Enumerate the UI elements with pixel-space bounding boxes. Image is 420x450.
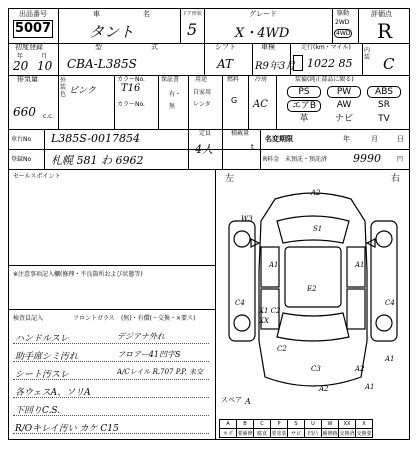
warranty-cell bbox=[159, 75, 189, 129]
spare-label: スペア bbox=[221, 396, 242, 404]
score-value: R bbox=[377, 19, 393, 43]
grade-label: グレード bbox=[249, 10, 277, 18]
ac-label: 冷房 bbox=[255, 76, 268, 83]
recycle-cell bbox=[261, 149, 409, 169]
damage-mark: A1 bbox=[365, 383, 375, 391]
legend-code: P bbox=[271, 420, 288, 429]
legend-code: S bbox=[288, 420, 305, 429]
left-side-label: 左 bbox=[225, 174, 235, 184]
expiry-month: 月 bbox=[371, 135, 378, 143]
reg-label: 初度登録 bbox=[15, 43, 43, 51]
expiry-cell bbox=[261, 129, 409, 149]
interior-cell bbox=[363, 43, 409, 75]
load-cell bbox=[223, 129, 261, 149]
inspector-divider bbox=[9, 309, 215, 310]
warranty-label: 保証書 bbox=[161, 76, 180, 83]
model-label: 型 bbox=[95, 43, 102, 51]
disp-cell bbox=[9, 75, 59, 129]
damage-mark: C3 bbox=[311, 365, 321, 373]
drive-cell bbox=[333, 9, 359, 43]
note-right: A/Cレイル R.707 P.P. 未交 bbox=[117, 368, 203, 376]
name-label: 名 bbox=[143, 10, 150, 18]
glass-label: フロントガラス bbox=[73, 315, 115, 322]
color-cell bbox=[59, 75, 115, 129]
damage-mark: S1 bbox=[313, 225, 323, 233]
plate-value: 札幌 581 わ 6962 bbox=[51, 154, 144, 167]
plate-row bbox=[9, 143, 409, 170]
door-count: 5 bbox=[187, 20, 198, 39]
mileage-box bbox=[293, 55, 303, 71]
usage-label: 用途 bbox=[195, 76, 208, 83]
recycle-label: R料金 bbox=[263, 156, 280, 163]
header-row bbox=[9, 9, 409, 44]
inspector-label: 検査員記入 bbox=[13, 315, 44, 322]
damage-mark: C4 bbox=[235, 299, 245, 307]
reg-year: 20 bbox=[13, 59, 29, 73]
damage-mark: A1 bbox=[269, 261, 279, 269]
damage-mark: A2 bbox=[319, 385, 329, 393]
damage-mark: XX bbox=[259, 317, 269, 325]
plate-value-cell bbox=[45, 149, 189, 169]
damage-legend bbox=[219, 419, 373, 438]
disp-label: 排気量 bbox=[17, 75, 38, 83]
note-left: 下回りC.S. bbox=[15, 406, 61, 416]
equip-airbag: エアB bbox=[287, 100, 321, 112]
recycle-status: 未預託・預託済 bbox=[285, 156, 328, 163]
style-label: 式 bbox=[151, 43, 158, 51]
equip-aw: AW bbox=[336, 100, 352, 110]
expiry-label: 名変期限 bbox=[265, 135, 293, 143]
equip-ps: PS bbox=[287, 86, 321, 98]
glass-value: (無)・有償(・交換・×要ス) bbox=[121, 315, 196, 322]
left-panel bbox=[9, 169, 216, 439]
registration-row bbox=[9, 43, 409, 76]
inspect-cell bbox=[253, 43, 296, 75]
fuel-cell bbox=[223, 75, 249, 129]
legend-desc: キズ bbox=[220, 429, 237, 438]
lot-cell bbox=[9, 9, 59, 43]
reg-cell bbox=[9, 43, 59, 75]
load-value-cell bbox=[223, 143, 261, 169]
capacity-value-cell bbox=[189, 143, 223, 169]
fuel-value: G bbox=[231, 96, 238, 105]
sales-point-label: セールスポイント bbox=[13, 173, 61, 180]
usage-private: 自家用 bbox=[193, 89, 212, 96]
legend-code: A bbox=[220, 420, 237, 429]
fuel-label: 燃料 bbox=[227, 76, 240, 83]
plate-label: 登録No bbox=[11, 156, 32, 163]
recycle-fee: 9990 bbox=[353, 152, 381, 165]
interior-label: 内装 bbox=[364, 47, 371, 61]
legend-code: B bbox=[237, 420, 254, 429]
color-label: 外装色 bbox=[60, 77, 67, 98]
right-side-label: 右 bbox=[391, 174, 401, 184]
damage-mark: W3 bbox=[241, 215, 253, 223]
car-name-cell bbox=[59, 9, 181, 43]
color-no-value: T16 bbox=[121, 83, 141, 94]
lot-label: 出品番号 bbox=[19, 10, 47, 18]
spare-value: A bbox=[245, 397, 251, 406]
grade-cell bbox=[205, 9, 333, 43]
shift-cell bbox=[205, 43, 253, 75]
trim-label: カラーNo. bbox=[117, 101, 145, 108]
legend-code: X bbox=[356, 420, 373, 429]
equip-navi: ナビ bbox=[334, 114, 353, 124]
legend-code: XX bbox=[339, 420, 356, 429]
car-name: タント bbox=[89, 23, 135, 41]
equip-leather: 革 bbox=[299, 114, 309, 124]
equip-tv: TV bbox=[378, 114, 390, 124]
expiry-day: 日 bbox=[397, 135, 404, 143]
year-label: 年 bbox=[17, 53, 24, 60]
legend-desc: 腐食 bbox=[254, 429, 271, 438]
legend-desc: 凹凸 bbox=[305, 429, 322, 438]
damage-mark: X1 C2 bbox=[259, 307, 281, 315]
load-label: 積載量 bbox=[231, 130, 250, 137]
mileage-cell bbox=[291, 43, 363, 75]
note-left: R/Oキレイ汚い カケ C15 bbox=[15, 424, 119, 434]
notes-label: ※注意事項記入欄(修理・不良箇所および状態等) bbox=[13, 271, 143, 278]
damage-diagram-panel bbox=[215, 169, 411, 439]
note-right: デジアナ外れ bbox=[117, 332, 165, 341]
legend-desc: 補修跡 bbox=[322, 430, 338, 437]
notes-divider bbox=[9, 265, 215, 266]
chassis-value: L385S-0017854 bbox=[51, 132, 140, 145]
lot-number: 5007 bbox=[14, 21, 52, 36]
damage-mark: C2 bbox=[277, 345, 287, 353]
damage-mark: A2 bbox=[355, 365, 365, 373]
legend-desc: 要塗装 bbox=[271, 430, 287, 437]
door-cell bbox=[181, 9, 205, 43]
drive-2wd: 2WD bbox=[335, 19, 350, 26]
legend-desc: 交換済 bbox=[339, 430, 355, 437]
chassis-label: 車台No bbox=[11, 136, 32, 143]
plate-label-cell bbox=[9, 149, 45, 169]
expiry-year: 年 bbox=[343, 135, 350, 143]
color-no-label: カラーNo. bbox=[117, 76, 145, 83]
auction-sheet bbox=[8, 8, 410, 440]
usage-rental: レンタ bbox=[193, 101, 211, 108]
legend-desc: 交換要 bbox=[356, 430, 372, 437]
note-left: 各ウェスA、ソリA bbox=[15, 388, 91, 398]
damage-mark: E2 bbox=[307, 285, 317, 293]
ac-cell bbox=[249, 75, 277, 129]
legend-desc: 要補修 bbox=[237, 430, 253, 437]
legend-desc: サビ bbox=[288, 429, 305, 438]
equip-sr: SR bbox=[378, 100, 390, 110]
interior-value: C bbox=[383, 55, 395, 73]
month-label: 月 bbox=[41, 53, 48, 60]
capacity-value: 4人 bbox=[195, 143, 213, 156]
chassis-value-cell bbox=[45, 129, 189, 149]
legend-code: W bbox=[322, 420, 339, 429]
shift-value: AT bbox=[217, 57, 234, 71]
score-label: 評価点 bbox=[371, 10, 392, 18]
note-left: ハンドルスレ bbox=[15, 334, 69, 344]
color-no-cell bbox=[115, 75, 159, 129]
equip-pw: PW bbox=[327, 86, 361, 98]
damage-mark: A1 bbox=[385, 355, 395, 363]
score-cell bbox=[359, 9, 409, 43]
drive-label: 駆動 bbox=[337, 10, 350, 17]
reg-month: 10 bbox=[37, 59, 53, 73]
usage-cell bbox=[189, 75, 223, 129]
mileage-value: 1022 85 bbox=[307, 57, 353, 70]
damage-mark: A2 bbox=[311, 189, 321, 197]
warranty-value: 有・無 bbox=[169, 91, 182, 110]
model-cell bbox=[59, 43, 205, 75]
color-value: ピンク bbox=[69, 86, 96, 96]
equip-abs: ABS bbox=[367, 86, 401, 98]
door-label: ドア形状 bbox=[182, 11, 202, 17]
drive-4wd: 4WD bbox=[336, 30, 351, 37]
chassis-label-cell bbox=[9, 129, 45, 149]
note-left: 助手席シミ汚れ bbox=[15, 352, 79, 362]
model-value: CBA-L385S bbox=[67, 57, 137, 71]
shift-label: シフト bbox=[215, 43, 236, 51]
inspect-value: R9年3月 bbox=[255, 61, 296, 72]
grade-value: X・4WD bbox=[235, 26, 290, 41]
load-unit: t bbox=[251, 143, 254, 151]
legend-code: C bbox=[254, 420, 271, 429]
inspect-label: 車検 bbox=[261, 43, 275, 51]
yen-label: 円 bbox=[397, 156, 404, 163]
mileage-label: 走行(km・マイル) bbox=[301, 44, 351, 51]
cc-label: c.c. bbox=[43, 113, 54, 120]
make-label: 車 bbox=[93, 10, 100, 18]
damage-mark: A1 bbox=[355, 261, 365, 269]
equip-label: 装備(純正部品に限る) bbox=[295, 76, 354, 83]
disp-value: 660 bbox=[13, 105, 36, 119]
capacity-label: 定員 bbox=[199, 130, 212, 137]
damage-mark: C4 bbox=[385, 299, 395, 307]
note-right: フロアー41凹字S bbox=[117, 350, 181, 359]
spec-row bbox=[9, 75, 409, 130]
ac-value: AC bbox=[253, 99, 268, 110]
equip-cell bbox=[277, 75, 409, 129]
note-left: シート汚スレ bbox=[15, 370, 70, 380]
legend-code: U bbox=[305, 420, 322, 429]
